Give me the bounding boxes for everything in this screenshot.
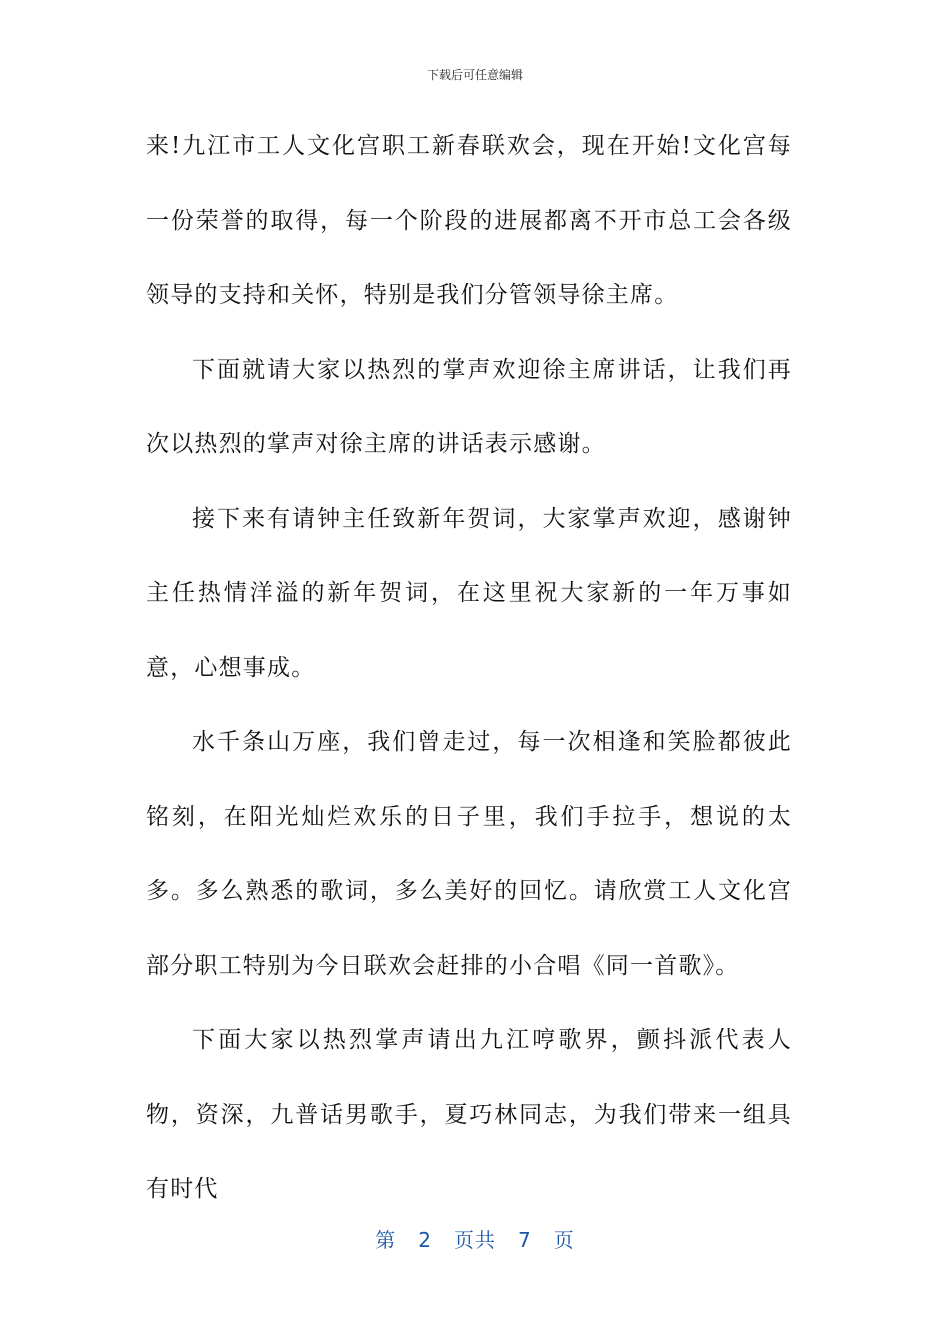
page-mid: 页共 — [454, 1228, 496, 1252]
paragraph-2: 下面就请大家以热烈的掌声欢迎徐主席讲话，让我们再次以热烈的掌声对徐主席的讲话表示感谢。 — [146, 356, 792, 457]
total-pages-number: 7 — [518, 1228, 532, 1252]
paragraph-5: 下面大家以热烈掌声请出九江哼歌界，颤抖派代表人物，资深，九普话男歌手，夏巧林同志，为我们带来一组具有时代 — [146, 1027, 792, 1202]
page-number-footer — [0, 1224, 950, 1253]
document-body — [146, 109, 792, 1227]
paragraph-1: 来!九江市工人文化宫职工新春联欢会，现在开始!文化宫每一份荣誉的取得，每一个阶段的进展都离不开市总工会各级领导的支持和关怀，特别是我们分管领导徐主席。 — [146, 133, 792, 308]
page-prefix: 第 — [375, 1228, 397, 1252]
paragraph-3: 接下来有请钟主任致新年贺词，大家掌声欢迎，感谢钟主任热情洋溢的新年贺词，在这里祝大家新的一年万事如意，心想事成。 — [146, 505, 792, 681]
page-suffix: 页 — [553, 1228, 575, 1252]
header-note: 下载后可任意编辑 — [426, 68, 523, 82]
paragraph-4: 水千条山万座，我们曾走过，每一次相逢和笑脸都彼此铭刻，在阳光灿烂欢乐的日子里，我们手拉手，想说的太多。多么熟悉的歌词，多么美好的回忆。请欣赏工人文化宫部分职工特别为今日联欢会赶排的小合唱《同一首歌》。 — [146, 729, 792, 979]
current-page-number: 2 — [418, 1228, 432, 1252]
